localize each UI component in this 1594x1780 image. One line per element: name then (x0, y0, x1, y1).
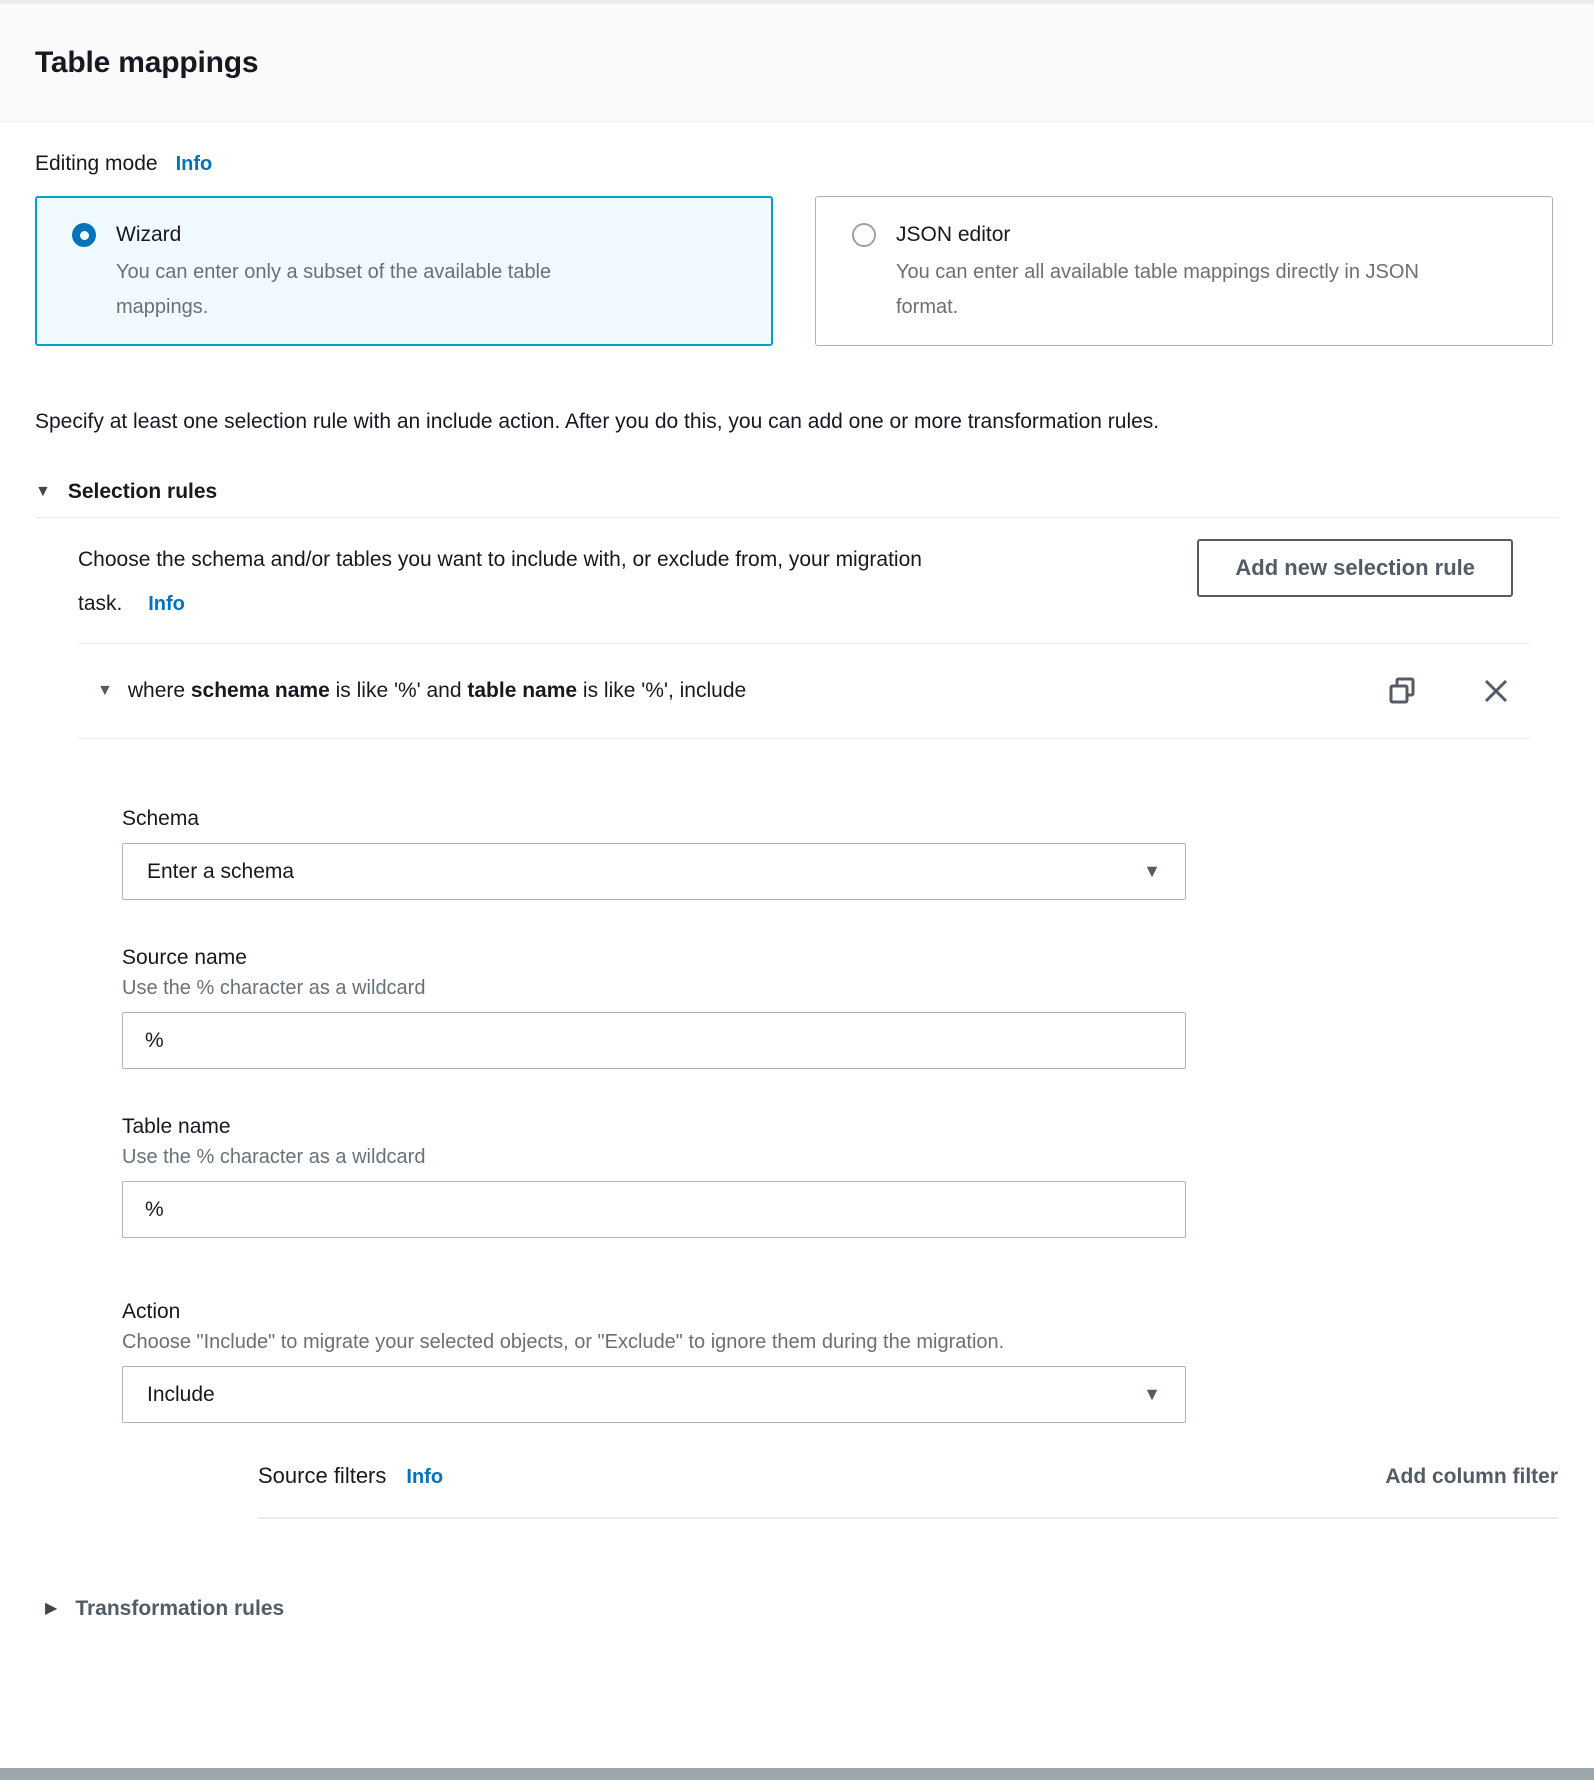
table-name-label: Table name (122, 1115, 231, 1138)
section-header (0, 4, 1594, 122)
rule-summary-schema: schema name (190, 679, 330, 702)
source-name-label: Source name (122, 946, 247, 969)
radio-selected-icon[interactable] (72, 223, 96, 247)
action-hint: Choose "Include" to migrate your selected objects, or "Exclude" to ignore them during the migration. (122, 1331, 1005, 1353)
rule-form (122, 807, 1558, 1519)
divider (35, 517, 1559, 518)
wizard-option-card[interactable] (35, 196, 773, 346)
bottom-scrollbar[interactable] (0, 1768, 1594, 1780)
main-content (0, 152, 1594, 1621)
radio-unselected-icon[interactable] (852, 223, 876, 247)
collapse-triangle-icon: ▼ (35, 483, 51, 500)
action-label: Action (122, 1300, 181, 1323)
add-column-filter-button[interactable]: Add column filter (1385, 1465, 1558, 1488)
json-editor-option-card[interactable] (815, 196, 1553, 346)
transformation-rules-header[interactable] (45, 1597, 1559, 1621)
table-name-input[interactable] (122, 1181, 1186, 1238)
schema-label: Schema (122, 807, 200, 830)
rule-summary-seg2: is like '%', include (577, 679, 747, 702)
schema-select[interactable] (122, 843, 1186, 900)
divider (258, 1517, 1558, 1519)
json-editor-option-description: You can enter all available table mappings directly in JSON format. (896, 261, 1419, 318)
source-filters-info-link[interactable]: Info (406, 1466, 444, 1488)
rule-intro-text (78, 538, 958, 626)
editing-mode-row (35, 152, 1559, 176)
action-select-value: Include (147, 1382, 215, 1406)
transformation-rules-title: Transformation rules (75, 1597, 285, 1620)
duplicate-rule-icon[interactable] (1386, 675, 1418, 707)
selection-rules-area (78, 538, 1558, 1519)
chevron-down-icon: ▼ (1143, 1384, 1161, 1404)
rule-summary-where: where (127, 679, 191, 702)
action-select[interactable] (122, 1366, 1186, 1423)
wizard-option-title: Wizard (116, 223, 182, 246)
editing-mode-label: Editing mode (35, 152, 158, 175)
source-name-input[interactable] (122, 1012, 1186, 1069)
rule-summary-row (78, 644, 1530, 738)
intro-text: Specify at least one selection rule with an include action. After you do this, you can add one or more transformation rules. (35, 410, 1160, 433)
add-selection-rule-button[interactable]: Add new selection rule (1197, 539, 1513, 597)
rule-actions (1386, 675, 1512, 707)
selection-rules-title: Selection rules (67, 480, 218, 503)
divider (78, 738, 1530, 739)
rule-summary-text (128, 679, 746, 703)
rule-summary-seg1: is like '%' and (329, 679, 468, 702)
wizard-option-description: You can enter only a subset of the available table mappings. (116, 261, 552, 318)
source-filters-section (258, 1463, 1558, 1519)
table-name-hint: Use the % character as a wildcard (122, 1146, 426, 1168)
source-name-field (122, 946, 1530, 1069)
json-editor-option-title: JSON editor (896, 223, 1011, 246)
source-filters-title: Source filters (258, 1463, 387, 1488)
rule-collapse-triangle-icon[interactable]: ▼ (97, 682, 113, 699)
json-editor-option-head (852, 223, 1552, 247)
editing-mode-options (35, 196, 1559, 346)
schema-field (122, 807, 1530, 900)
remove-rule-icon[interactable] (1480, 675, 1512, 707)
selection-rules-info-link[interactable]: Info (148, 593, 185, 615)
selection-rules-header[interactable] (35, 480, 1559, 504)
source-filters-row (258, 1463, 1558, 1489)
expand-triangle-icon: ▶ (45, 1600, 58, 1617)
wizard-option-head (72, 223, 771, 247)
chevron-down-icon: ▼ (1143, 861, 1161, 881)
rule-summary-table: table name (467, 679, 578, 702)
schema-select-value: Enter a schema (147, 859, 295, 883)
action-field (122, 1300, 1530, 1423)
editing-mode-info-link[interactable]: Info (175, 153, 213, 175)
page-title: Table mappings (35, 45, 259, 79)
rule-intro-description: Choose the schema and/or tables you want to include with, or exclude from, your migration task. (78, 548, 922, 615)
source-name-hint: Use the % character as a wildcard (122, 977, 426, 999)
table-name-field (122, 1115, 1530, 1238)
rule-intro-row (78, 538, 1530, 626)
